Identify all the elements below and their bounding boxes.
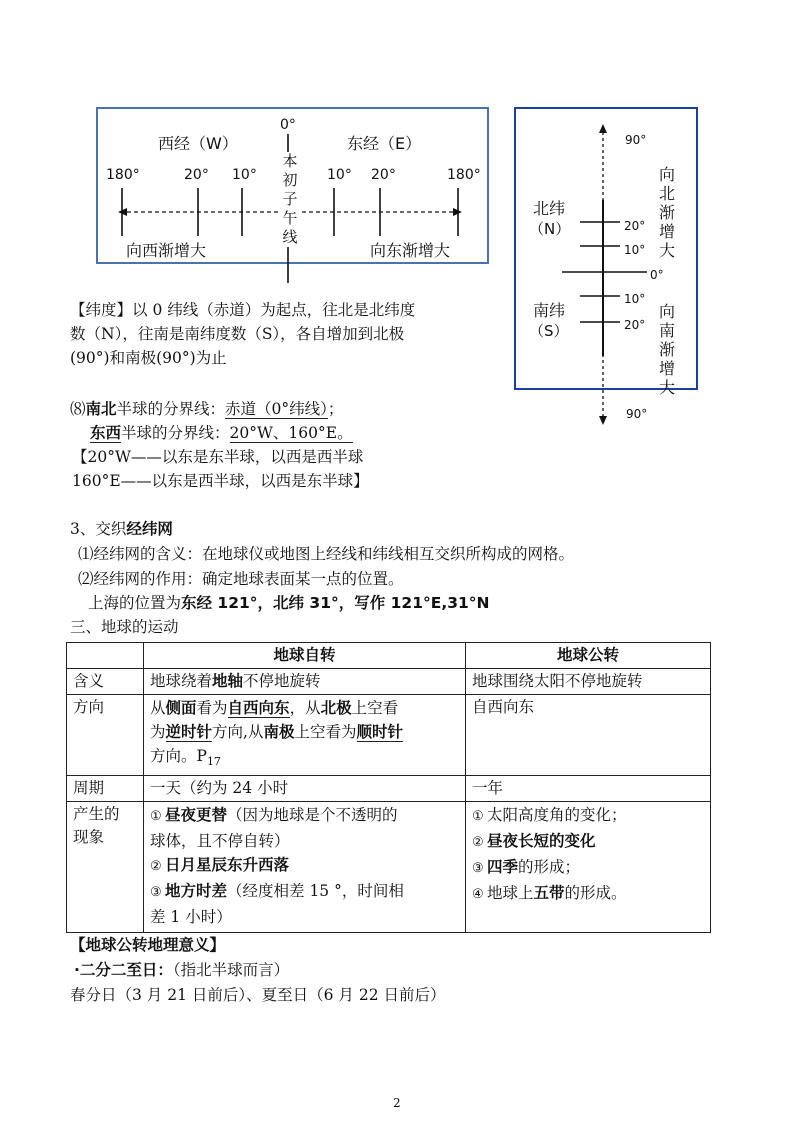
hemisphere-ew: 东西半球的分界线：20°W、160°E。 (90, 424, 353, 442)
solstice-equinox-heading: ·二分二至日：（指北半球而言） (74, 961, 290, 979)
south-increase-label: 向 南 渐 增 大 (658, 302, 675, 397)
lat-tick-zero: 0° (650, 268, 664, 282)
earth-motion-table (66, 642, 711, 933)
north-lat-code: （N） (529, 220, 571, 238)
col-revolution: 地球公转 (556, 646, 619, 664)
hemisphere-ns: ⑻南北半球的分界线：赤道（0°纬线）； (70, 400, 344, 418)
hemisphere-note2: 160°E——以东是西半球，以西是东半球】 (72, 472, 369, 490)
row-label-direction: 方向 (67, 695, 144, 776)
page-number: 2 (393, 1096, 401, 1110)
row-label-meaning: 含义 (67, 669, 144, 695)
lat-tick-s10: 10° (624, 292, 646, 306)
lon-tick-e180: 180° (447, 167, 481, 183)
table-row: 周期 一天（约为 24 小时 一年 (67, 776, 711, 802)
grid-item2: ⑵经纬网的作用：确定地球表面某一点的位置。 (78, 570, 404, 588)
motion-title: 三、地球的运动 (70, 618, 179, 636)
lon-tick-w180: 180° (106, 167, 140, 183)
table-header-row (67, 643, 711, 669)
north-lat-label: 北纬 (533, 199, 566, 218)
lon-west-label: 西经（W） (158, 134, 238, 153)
south-lat-code: （S） (529, 322, 569, 340)
latitude-definition-line1: 【纬度】以 0 纬线（赤道）为起点，往北是北纬度 (70, 301, 416, 319)
lat-tick-n10: 10° (624, 243, 646, 257)
revolution-meaning-title: 【地球公转地理意义】 (70, 936, 226, 954)
south-lat-label: 南纬 (533, 301, 566, 320)
latitude-definition-line3: (90°)和南极(90°)为止 (70, 349, 227, 367)
prime-meridian-label: 本 初 子 午 线 (282, 152, 298, 246)
lon-tick-w10: 10° (232, 167, 257, 183)
row-label-phenomena: 产生的 现象 (67, 802, 144, 933)
table-row: 含义 地球绕着地轴不停地旋转 地球围绕太阳不停地旋转 (67, 669, 711, 695)
latitude-head: 【纬度】 (70, 301, 133, 319)
lon-tick-w20: 20° (184, 167, 209, 183)
lat-tick-n20: 20° (624, 219, 646, 233)
north-increase-label: 向 北 渐 增 大 (658, 165, 675, 260)
grid-item1: ⑴经纬网的含义：在地球仪或地图上经线和纬线相互交织所构成的网格。 (78, 545, 575, 563)
lon-tick-e10: 10° (327, 167, 352, 183)
solstice-equinox-dates: 春分日（3 月 21 日前后）、夏至日（6 月 22 日前后） (70, 986, 446, 1004)
west-increase-label: 向西渐增大 (126, 241, 207, 260)
lon-tick-e20: 20° (371, 167, 396, 183)
col-rotation: 地球自转 (273, 646, 336, 664)
lon-east-label: 东经（E） (347, 134, 422, 153)
table-row: 方向 从侧面看为自西向东，从北极上空看 为逆时针方向,从南极上空看为顺时针 方向。$P_{17}$ 自西向东 (67, 695, 711, 776)
lat-bottom: 90° (626, 407, 648, 421)
lat-top: 90° (625, 133, 647, 147)
grid-title: 3、交织经纬网 (70, 520, 173, 538)
lat-tick-s20: 20° (624, 318, 646, 332)
hemisphere-note1: 【20°W——以东是东半球，以西是西半球 (72, 448, 364, 466)
table-row: 产生的 现象 ① 昼夜更替（因为地球是个不透明的 球体，且不停自转） ② 日月星辰东升西落 ③ 地方时差（经度相差 15 °，时间相 差 1 小时） ① 太阳高度角的变化； ② 昼夜长短的变化 ③ 四季的形成； ④ 地球上五带的形成。 (67, 802, 711, 933)
row-label-period: 周期 (67, 776, 144, 802)
latitude-definition-line2: 数（N），往南是南纬度数（S），各自增加到北极 (70, 325, 405, 343)
shanghai-position: 上海的位置为东经 121°，北纬 31°，写作 121°E,31°N (88, 594, 490, 612)
lon-zero: 0° (280, 117, 296, 133)
east-increase-label: 向东渐增大 (370, 241, 451, 260)
